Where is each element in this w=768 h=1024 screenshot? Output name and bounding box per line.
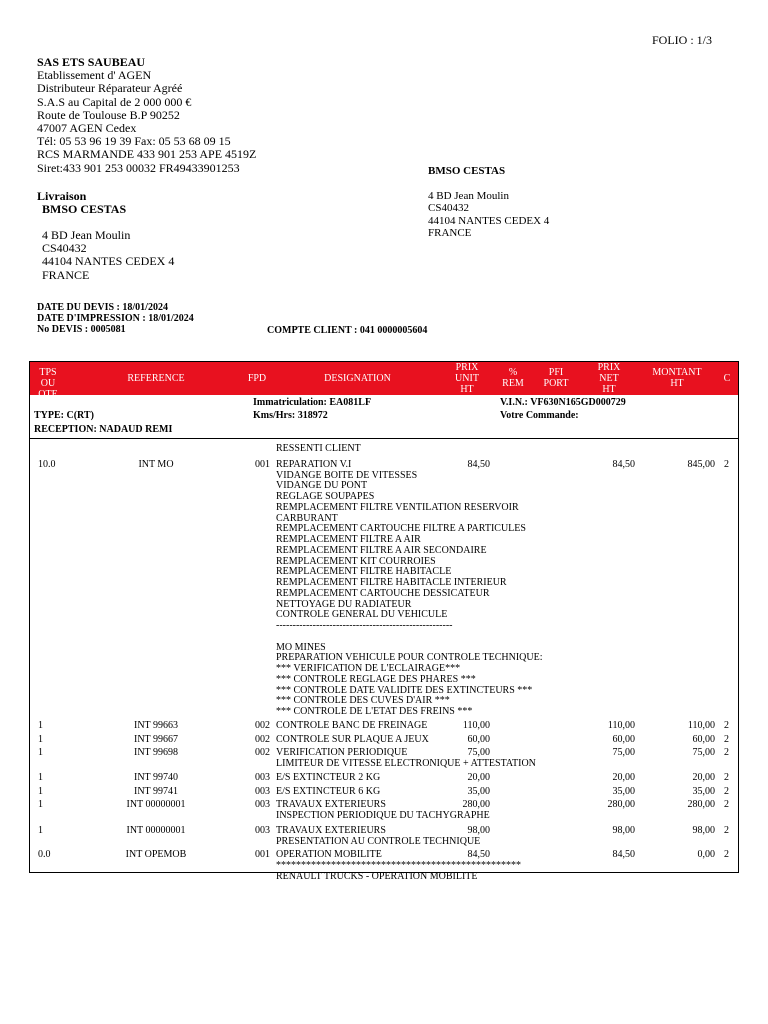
company-block [37,56,256,175]
item-qte: 0.0 [38,849,51,861]
date-devis: DATE DU DEVIS : 18/01/2024 [37,302,168,313]
item-designation-line: E/S EXTINCTEUR 6 KG [276,785,381,797]
item-prix-net: 110,00 [607,719,635,731]
item-reference: INT 00000001 [126,824,186,836]
livraison-line: CS40432 [42,241,87,256]
item-montant: 845,00 [687,458,715,470]
item-fpd: 003 [255,771,270,783]
livraison-line: FRANCE [42,267,90,282]
item-fpd: 001 [255,458,270,470]
livraison-line: 44104 NANTES CEDEX 4 [42,254,175,269]
item-designation-line: REMPLACEMENT FILTRE HABITACLE INTERIEUR [276,577,507,588]
item-designation-line: E/S EXTINCTEUR 2 KG [276,771,381,783]
item-designation-line: TRAVAUX EXTERIEURS [276,824,386,836]
item-fpd: 001 [255,849,270,861]
item-qte: 10.0 [38,458,56,470]
item-fpd: 003 [255,785,270,797]
item-qte: 1 [38,799,43,811]
item-c: 2 [724,824,729,836]
header-rem: % REM [502,367,524,389]
item-montant: 110,00 [687,719,715,731]
header-c: C [723,373,731,384]
item-designation-line: *** CONTROLE DES CUVES D'AIR *** [276,695,450,707]
item-designation-line: PREPARATION VEHICULE POUR CONTROLE TECHNIQUE: [276,652,543,664]
item-designation-line: REMPLACEMENT CARTOUCHE DESSICATEUR [276,587,490,599]
item-c: 2 [724,785,729,797]
recipient-line: 4 BD Jean Moulin [428,190,509,203]
item-prix-net: 75,00 [612,747,635,759]
dates-block [37,302,194,335]
item-designation-line: VERIFICATION PERIODIQUE [276,747,408,759]
livraison-title: Livraison [37,189,87,203]
item-designation-line: RESSENTI CLIENT [276,443,361,454]
item-prix-unit: 110,00 [462,719,490,731]
numero-devis: No DEVIS : 0005081 [37,324,126,335]
item-fpd: 002 [255,719,270,731]
item-designation-line: VIDANGE DU PONT [276,480,368,492]
item-designation-line: MO MINES [276,641,326,653]
item-qte: 1 [38,824,43,836]
company-name: SAS ETS SAUBEAU [37,55,146,69]
item-designation-line: CARBURANT [276,512,338,524]
item-designation-line: REMPLACEMENT FILTRE VENTILATION RESERVOIR [276,501,519,513]
item-prix-net: 84,50 [612,458,635,470]
item-prix-unit: 75,00 [467,747,490,759]
item-prix-net: 60,00 [612,733,635,745]
item-prix-unit: 280,00 [462,799,490,811]
quote-table [29,361,739,882]
item-reference: INT 99741 [134,785,178,797]
company-line: Siret:433 901 253 00032 FR49433901253 [37,160,240,175]
votre-commande: Votre Commande: [500,410,579,421]
item-prix-net: 20,00 [612,771,635,783]
item-designation-line: RENAULT TRUCKS - OPERATION MOBILITE [276,870,478,882]
item-montant: 60,00 [692,733,715,745]
immatriculation: Immatriculation: EA081LF [253,397,372,408]
item-c: 2 [724,747,729,759]
item-designation-line: *** CONTROLE DE L'ETAT DES FREINS *** [276,706,473,717]
header-prix-net: PRIX NET HT [597,362,621,395]
item-designation-line: REGLAGE SOUPAPES [276,491,375,502]
livraison-address [42,229,174,282]
item-designation-line: ----------------------------------------------------- [276,620,453,631]
item-reference: INT 99698 [134,747,178,759]
item-prix-unit: 84,50 [467,458,490,470]
header-reference: REFERENCE [127,373,185,384]
item-montant: 0,00 [697,849,715,861]
header-prix-unit: PRIX UNIT HT [455,362,479,395]
item-fpd: 003 [255,799,270,811]
livraison-name: BMSO CESTAS [42,202,127,216]
company-line: Distributeur Réparateur Agréé [37,81,183,96]
header-pfi-port: PFI PORT [543,367,569,389]
item-prix-unit: 20,00 [467,771,490,783]
header-qte: TPS OU QTE [38,367,58,400]
item-c: 2 [724,849,729,861]
item-qte: 1 [38,771,43,783]
date-impression: DATE D'IMPRESSION : 18/01/2024 [37,313,194,324]
item-designation-line: PRESENTATION AU CONTROLE TECHNIQUE [276,835,481,847]
item-montant: 98,00 [692,824,715,836]
item-fpd: 002 [255,733,270,745]
item-reference: INT 99667 [134,733,178,745]
recipient-block [428,165,549,239]
recipient-line: CS40432 [428,202,469,215]
item-qte: 1 [38,785,43,797]
item-reference: INT MO [138,458,174,470]
kms: Kms/Hrs: 318972 [253,410,328,421]
item-qte: 1 [38,747,43,759]
item-designation-line: *** CONTROLE DATE VALIDITE DES EXTINCTEURS *** [276,684,533,696]
item-prix-net: 35,00 [612,785,635,797]
item-prix-net: 280,00 [607,799,635,811]
item-designation-line: VIDANGE BOITE DE VITESSES [276,469,418,481]
company-line: Etablissement d' AGEN [37,68,152,83]
item-prix-unit: 84,50 [467,849,490,861]
item-montant: 75,00 [692,747,715,759]
item-designation-line: CONTROLE GENERAL DU VEHICULE [276,609,448,621]
item-designation-line: *** CONTROLE REGLAGE DES PHARES *** [276,673,476,685]
item-montant: 20,00 [692,771,715,783]
header-designation: DESIGNATION [324,373,391,384]
item-designation-line: OPERATION MOBILITE [276,849,382,861]
header-montant: MONTANT HT [652,367,702,389]
item-reference: INT OPEMOB [125,849,187,861]
item-fpd: 003 [255,824,270,836]
item-designation-line: REMPLACEMENT FILTRE A AIR [276,534,421,545]
item-prix-net: 98,00 [612,824,635,836]
item-qte: 1 [38,733,43,745]
company-line: S.A.S au Capital de 2 000 000 € [37,94,192,109]
item-designation-line: ************************************************* [276,860,521,871]
item-designation-line: *** VERIFICATION DE L'ECLAIRAGE*** [276,663,461,674]
vehicle-info [30,395,738,439]
vin: V.I.N.: VF630N165GD000729 [500,397,626,408]
item-designation-line: CONTROLE SUR PLAQUE A JEUX [276,733,429,745]
company-line: RCS MARMANDE 433 901 253 APE 4519Z [37,147,257,162]
item-reference: INT 99663 [134,719,178,731]
item-designation-line: INSPECTION PERIODIQUE DU TACHYGRAPHE [276,810,490,821]
item-c: 2 [724,458,729,470]
item-prix-net: 84,50 [612,849,635,861]
item-c: 2 [724,771,729,783]
item-montant: 280,00 [687,799,715,811]
header-fpd: FPD [247,373,267,384]
item-reference: INT 00000001 [126,799,186,811]
item-reference: INT 99740 [134,771,178,783]
item-prix-unit: 98,00 [467,824,490,836]
livraison-line: 4 BD Jean Moulin [42,228,131,242]
item-c: 2 [724,799,729,811]
company-line: Route de Toulouse B.P 90252 [37,107,180,122]
item-designation-line: TRAVAUX EXTERIEURS [276,799,386,811]
company-line: 47007 AGEN Cedex [37,121,137,136]
type: TYPE: C(RT) [34,410,94,421]
item-montant: 35,00 [692,785,715,797]
item-designation-line: CONTROLE BANC DE FREINAGE [276,719,428,731]
recipient-line: 44104 NANTES CEDEX 4 [428,214,550,227]
item-fpd: 002 [255,747,270,759]
item-designation-line: REMPLACEMENT CARTOUCHE FILTRE A PARTICULES [276,523,526,535]
reception: RECEPTION: NADAUD REMI [34,424,173,435]
item-prix-unit: 35,00 [467,785,490,797]
item-designation-line: NETTOYAGE DU RADIATEUR [276,598,412,610]
compte-client: COMPTE CLIENT : 041 0000005604 [267,325,428,336]
item-prix-unit: 60,00 [467,733,490,745]
company-line: Tél: 05 53 96 19 39 Fax: 05 53 68 09 15 [37,134,231,149]
recipient-line: FRANCE [428,226,472,239]
item-qte: 1 [38,719,43,731]
item-c: 2 [724,733,729,745]
item-designation-line: REMPLACEMENT KIT COURROIES [276,555,436,567]
folio-label: FOLIO : 1/3 [652,33,712,47]
item-c: 2 [724,719,729,731]
table-header [30,362,738,400]
item-designation-line: LIMITEUR DE VITESSE ELECTRONIQUE + ATTESTATION [276,758,536,769]
item-designation-line: REPARATION V.I [276,458,352,470]
recipient-name: BMSO CESTAS [428,165,506,177]
item-designation-line: REMPLACEMENT FILTRE HABITACLE [276,566,452,578]
item-designation-line: REMPLACEMENT FILTRE A AIR SECONDAIRE [276,544,487,556]
